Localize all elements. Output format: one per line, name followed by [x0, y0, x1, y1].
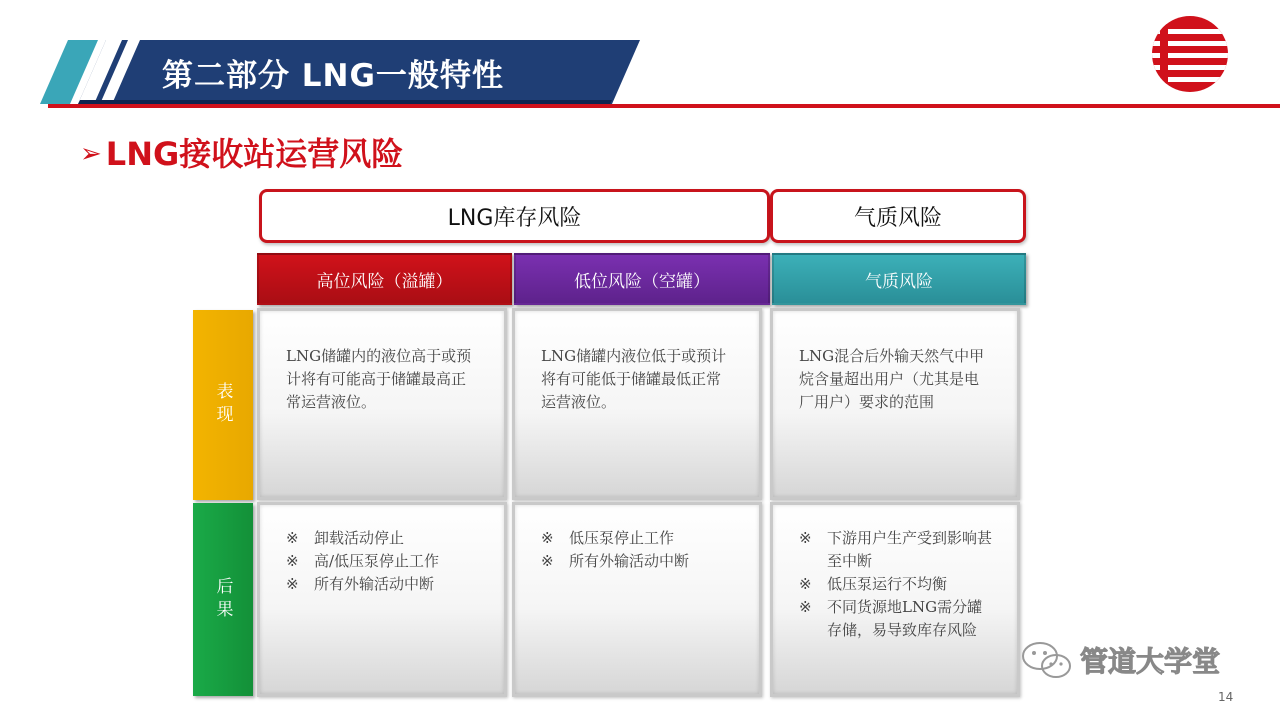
column-low-level-risk: 低位风险（空罐）	[514, 253, 770, 305]
row-label-consequence: 后果	[193, 503, 253, 696]
header-divider	[48, 104, 1280, 108]
row-label-manifestation: 表现	[193, 310, 253, 500]
cell-gas-quality-consequence	[770, 502, 1020, 697]
bullet-mark: ※	[799, 575, 812, 593]
bullet-mark: ※	[286, 552, 299, 570]
cell-gas-quality-manifestation: LNG混合后外输天然气中甲烷含量超出用户（尤其是电厂用户）要求的范围	[770, 308, 1020, 500]
column-high-level-risk: 高位风险（溢罐）	[257, 253, 512, 305]
group-inventory-risk: LNG库存风险	[259, 189, 770, 243]
cell-high-level-manifestation: LNG储罐内的液位高于或预计将有可能高于储罐最高正常运营液位。	[257, 308, 507, 500]
list-item-text: 卸载活动停止	[314, 529, 405, 547]
list-item	[286, 573, 480, 596]
list-item	[286, 527, 480, 550]
consequence-list	[541, 527, 735, 573]
list-item-text: 低压泵停止工作	[569, 529, 675, 547]
list-item-text: 下游用户生产受到影响甚至中断	[827, 529, 993, 570]
wechat-icon	[1020, 640, 1074, 680]
page-title: 第二部分 LNG一般特性	[162, 58, 504, 94]
column-gas-quality-risk: 气质风险	[772, 253, 1026, 305]
list-item	[541, 550, 735, 573]
list-item-text: 低压泵运行不均衡	[827, 575, 948, 593]
section-heading	[80, 129, 403, 175]
section-heading-text: LNG接收站运营风险	[105, 135, 404, 173]
list-item	[286, 550, 480, 573]
bullet-mark: ※	[286, 529, 299, 547]
list-item	[799, 573, 993, 596]
bullet-mark: ※	[799, 529, 812, 547]
arrow-bullet-icon: ➢	[80, 139, 102, 169]
cell-high-level-consequence	[257, 502, 507, 697]
list-item-text: 所有外输活动中断	[314, 575, 435, 593]
watermark	[1020, 640, 1220, 680]
watermark-text: 管道大学堂	[1080, 645, 1221, 678]
cell-low-level-consequence	[512, 502, 762, 697]
bullet-mark: ※	[799, 598, 812, 616]
page-number: 14	[1218, 690, 1234, 704]
list-item	[799, 596, 993, 642]
consequence-list	[286, 527, 480, 596]
bullet-mark: ※	[541, 529, 554, 547]
cell-low-level-manifestation: LNG储罐内液位低于或预计将有可能低于储罐最低正常运营液位。	[512, 308, 762, 500]
bullet-mark: ※	[286, 575, 299, 593]
group-gas-quality-risk: 气质风险	[770, 189, 1026, 243]
list-item	[541, 527, 735, 550]
company-logo-icon	[1150, 14, 1230, 94]
list-item	[799, 527, 993, 573]
list-item-text: 所有外输活动中断	[569, 552, 690, 570]
list-item-text: 不同货源地LNG需分罐存储，易导致库存风险	[827, 598, 983, 639]
header-banner	[40, 40, 640, 104]
list-item-text: 高/低压泵停止工作	[314, 552, 440, 570]
bullet-mark: ※	[541, 552, 554, 570]
consequence-list	[799, 527, 993, 642]
